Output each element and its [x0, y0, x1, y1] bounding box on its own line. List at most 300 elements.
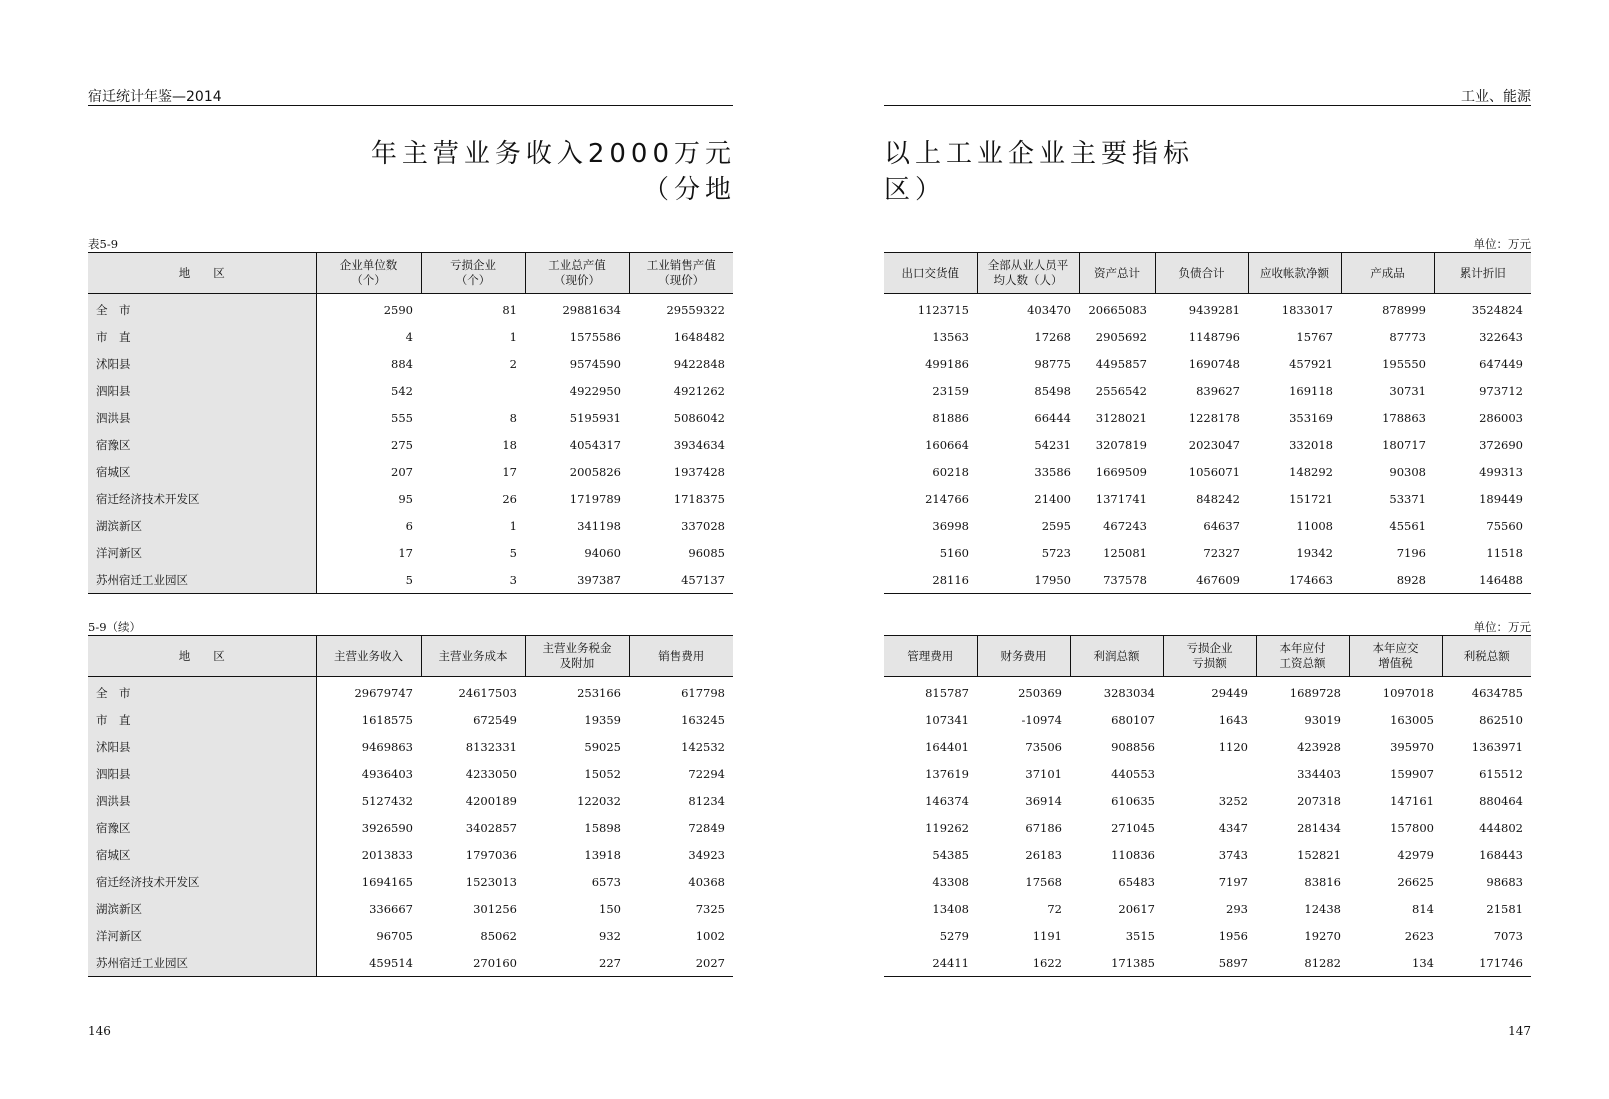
value-cell: 1937428 — [673, 464, 725, 479]
value-cell: 555 — [391, 410, 413, 425]
region-cell: 沭阳县 — [88, 350, 316, 377]
value-cell: 214766 — [925, 491, 969, 506]
value-cell: 332018 — [1289, 437, 1333, 452]
title-right-line1: 以上工业企业主要指标 — [884, 139, 1195, 169]
column-header: 利税总额 — [1442, 636, 1531, 677]
value-cell: 459514 — [316, 949, 421, 977]
region-cell: 湖滨新区 — [88, 512, 316, 539]
value-cell: 4936403 — [361, 766, 413, 781]
value-cell: 73506 — [1025, 739, 1062, 754]
value-cell: 4 — [405, 329, 413, 344]
column-header: 本年应交 增值税 — [1349, 636, 1442, 677]
value-cell: 85062 — [480, 928, 517, 943]
value-cell: 3128021 — [1095, 410, 1147, 425]
value-cell: 85498 — [1034, 383, 1071, 398]
value-cell: 1191 — [1032, 928, 1062, 943]
value-cell: 66444 — [1034, 410, 1071, 425]
value-cell: 2595 — [1041, 518, 1071, 533]
value-cell: 43308 — [932, 874, 969, 889]
value-cell: 467243 — [1103, 518, 1147, 533]
value-cell: 81886 — [932, 410, 969, 425]
value-cell: 30731 — [1389, 383, 1426, 398]
column-header: 地 区 — [88, 253, 316, 294]
value-cell: -10974 — [1021, 712, 1062, 727]
value-cell: 499186 — [925, 356, 969, 371]
value-cell: 4054317 — [569, 437, 621, 452]
value-cell: 72 — [1047, 901, 1062, 916]
value-cell: 5160 — [939, 545, 969, 560]
value-cell: 395970 — [1390, 739, 1434, 754]
value-cell: 499313 — [1479, 464, 1523, 479]
value-cell: 81234 — [688, 793, 725, 808]
value-cell: 4921262 — [673, 383, 725, 398]
table-row — [88, 566, 733, 594]
table-row — [884, 868, 1531, 895]
value-cell: 5 — [509, 545, 517, 560]
region-cell: 泗阳县 — [88, 377, 316, 404]
value-cell: 12438 — [1304, 901, 1341, 916]
value-cell: 1689728 — [1289, 685, 1341, 700]
value-cell: 1718375 — [673, 491, 725, 506]
value-cell: 1 — [509, 329, 517, 344]
value-cell: 880464 — [1479, 793, 1523, 808]
region-cell: 湖滨新区 — [88, 895, 316, 922]
value-cell: 647449 — [1479, 356, 1523, 371]
value-cell: 353169 — [1289, 410, 1333, 425]
value-cell: 7073 — [1493, 928, 1523, 943]
region-cell: 苏州宿迁工业园区 — [88, 566, 316, 594]
page-number-left: 146 — [88, 1024, 111, 1038]
table-row — [88, 323, 733, 350]
value-cell: 610635 — [1111, 793, 1155, 808]
value-cell: 7197 — [1218, 874, 1248, 889]
region-cell: 泗阳县 — [88, 760, 316, 787]
column-header: 出口交货值 — [884, 253, 977, 294]
value-cell: 125081 — [1103, 545, 1147, 560]
value-cell: 151721 — [1289, 491, 1333, 506]
value-cell: 19270 — [1304, 928, 1341, 943]
value-cell: 15052 — [584, 766, 621, 781]
region-cell: 洋河新区 — [88, 922, 316, 949]
value-cell: 932 — [599, 928, 621, 943]
value-cell: 271045 — [1111, 820, 1155, 835]
column-header: 财务费用 — [977, 636, 1070, 677]
table-row — [884, 323, 1531, 350]
column-header: 资产总计 — [1079, 253, 1155, 294]
value-cell: 171746 — [1442, 949, 1531, 977]
value-cell: 3207819 — [1095, 437, 1147, 452]
table-row — [88, 404, 733, 431]
value-cell: 1148796 — [1188, 329, 1240, 344]
page-number-right: 147 — [1508, 1024, 1531, 1038]
value-cell: 4200189 — [465, 793, 517, 808]
value-cell: 878999 — [1382, 302, 1426, 317]
value-cell: 862510 — [1479, 712, 1523, 727]
value-cell: 1648482 — [673, 329, 725, 344]
value-cell: 65483 — [1118, 874, 1155, 889]
value-cell: 5897 — [1163, 949, 1256, 977]
table-row — [884, 294, 1531, 324]
column-header: 主营业务成本 — [421, 636, 525, 677]
value-cell: 146374 — [925, 793, 969, 808]
value-cell: 4233050 — [465, 766, 517, 781]
value-cell: 122032 — [577, 793, 621, 808]
value-cell: 5195931 — [569, 410, 621, 425]
table-row — [884, 949, 1531, 977]
table-row — [88, 841, 733, 868]
value-cell: 403470 — [1027, 302, 1071, 317]
value-cell: 1575586 — [569, 329, 621, 344]
value-cell: 2 — [509, 356, 517, 371]
column-header: 应收帐款净额 — [1248, 253, 1341, 294]
value-cell: 64637 — [1203, 518, 1240, 533]
table-row — [884, 733, 1531, 760]
value-cell: 98683 — [1486, 874, 1523, 889]
value-cell: 672549 — [473, 712, 517, 727]
table-row — [88, 458, 733, 485]
region-cell: 苏州宿迁工业园区 — [88, 949, 316, 977]
value-cell: 96085 — [688, 545, 725, 560]
value-cell: 94060 — [584, 545, 621, 560]
value-cell: 164401 — [925, 739, 969, 754]
value-cell: 20665083 — [1088, 302, 1147, 317]
value-cell: 90308 — [1389, 464, 1426, 479]
value-cell: 15898 — [584, 820, 621, 835]
value-cell: 815787 — [925, 685, 969, 700]
value-cell: 207318 — [1297, 793, 1341, 808]
value-cell: 60218 — [932, 464, 969, 479]
value-cell: 1694165 — [361, 874, 413, 889]
value-cell: 1618575 — [361, 712, 413, 727]
value-cell: 4347 — [1218, 820, 1248, 835]
value-cell: 1 — [509, 518, 517, 533]
column-header: 地 区 — [88, 636, 316, 677]
value-cell: 227 — [525, 949, 629, 977]
value-cell: 7325 — [695, 901, 725, 916]
value-cell: 250369 — [1018, 685, 1062, 700]
value-cell: 1371741 — [1095, 491, 1147, 506]
column-header: 工业销售产值 （现价） — [629, 253, 733, 294]
value-cell: 3252 — [1218, 793, 1248, 808]
table-row — [88, 895, 733, 922]
value-cell: 42979 — [1397, 847, 1434, 862]
value-cell: 26 — [502, 491, 517, 506]
table-row — [884, 458, 1531, 485]
value-cell: 174663 — [1248, 566, 1341, 594]
title-right-line2: 区） — [884, 175, 947, 205]
value-cell: 20617 — [1118, 901, 1155, 916]
value-cell: 157800 — [1390, 820, 1434, 835]
value-cell: 150 — [599, 901, 621, 916]
value-cell: 178863 — [1382, 410, 1426, 425]
value-cell: 4634785 — [1471, 685, 1523, 700]
title-left-line1: 年主营业务收入2000万元 — [370, 139, 736, 169]
value-cell: 81 — [502, 302, 517, 317]
value-cell: 147161 — [1390, 793, 1434, 808]
value-cell: 3515 — [1125, 928, 1155, 943]
value-cell: 13408 — [932, 901, 969, 916]
value-cell: 160664 — [925, 437, 969, 452]
table-row — [884, 404, 1531, 431]
value-cell: 680107 — [1111, 712, 1155, 727]
value-cell: 17950 — [977, 566, 1079, 594]
value-cell: 19342 — [1296, 545, 1333, 560]
column-header: 亏损企业 （个） — [421, 253, 525, 294]
value-cell: 3743 — [1218, 847, 1248, 862]
value-cell: 93019 — [1304, 712, 1341, 727]
value-cell: 1690748 — [1188, 356, 1240, 371]
table-row — [88, 294, 733, 324]
table-row — [884, 760, 1531, 787]
column-header: 利润总额 — [1070, 636, 1163, 677]
table-row — [88, 677, 733, 707]
value-cell: 884 — [391, 356, 413, 371]
value-cell: 33586 — [1034, 464, 1071, 479]
value-cell: 87773 — [1389, 329, 1426, 344]
region-cell: 宿豫区 — [88, 431, 316, 458]
table-row — [88, 431, 733, 458]
value-cell: 26625 — [1397, 874, 1434, 889]
value-cell: 1719789 — [569, 491, 621, 506]
table-row — [884, 377, 1531, 404]
region-cell: 宿城区 — [88, 841, 316, 868]
value-cell: 67186 — [1025, 820, 1062, 835]
running-header-left: 宿迁统计年鉴—2014 — [88, 89, 222, 105]
table-row — [88, 733, 733, 760]
value-cell: 3934634 — [673, 437, 725, 452]
value-cell: 189449 — [1479, 491, 1523, 506]
value-cell: 322643 — [1479, 329, 1523, 344]
value-cell: 3402857 — [465, 820, 517, 835]
column-header: 累计折旧 — [1434, 253, 1531, 294]
value-cell: 4495857 — [1095, 356, 1147, 371]
value-cell: 1956 — [1218, 928, 1248, 943]
value-cell: 110836 — [1111, 847, 1155, 862]
value-cell: 19359 — [584, 712, 621, 727]
value-cell: 2027 — [629, 949, 733, 977]
region-cell: 宿迁经济技术开发区 — [88, 485, 316, 512]
column-header: 全部从业人员平 均人数（人） — [977, 253, 1079, 294]
value-cell: 444802 — [1479, 820, 1523, 835]
value-cell: 75560 — [1486, 518, 1523, 533]
table-row — [88, 512, 733, 539]
value-cell: 36914 — [1025, 793, 1062, 808]
value-cell: 2623 — [1404, 928, 1434, 943]
value-cell: 11008 — [1296, 518, 1333, 533]
value-cell: 1123715 — [917, 302, 969, 317]
value-cell: 15767 — [1296, 329, 1333, 344]
value-cell: 3283034 — [1103, 685, 1155, 700]
value-cell: 440553 — [1111, 766, 1155, 781]
value-cell: 1669509 — [1095, 464, 1147, 479]
value-cell: 72327 — [1203, 545, 1240, 560]
value-cell: 2590 — [383, 302, 413, 317]
column-header: 亏损企业 亏损额 — [1163, 636, 1256, 677]
value-cell: 11518 — [1486, 545, 1523, 560]
value-cell: 119262 — [925, 820, 969, 835]
value-cell: 617798 — [681, 685, 725, 700]
value-cell: 1097018 — [1382, 685, 1434, 700]
value-cell: 180717 — [1382, 437, 1426, 452]
table2-label: 5-9（续） — [88, 620, 142, 634]
table1-left — [88, 252, 733, 594]
value-cell: 5 — [316, 566, 421, 594]
value-cell: 29881634 — [562, 302, 621, 317]
value-cell: 1797036 — [465, 847, 517, 862]
value-cell: 397387 — [525, 566, 629, 594]
region-cell: 全 市 — [88, 677, 316, 707]
value-cell: 301256 — [473, 901, 517, 916]
value-cell: 4922950 — [569, 383, 621, 398]
table-row — [884, 706, 1531, 733]
value-cell: 29679747 — [354, 685, 413, 700]
value-cell: 26183 — [1025, 847, 1062, 862]
value-cell: 293 — [1226, 901, 1248, 916]
value-cell: 1523013 — [465, 874, 517, 889]
value-cell: 21400 — [1034, 491, 1071, 506]
value-cell: 341198 — [577, 518, 621, 533]
table-row — [884, 922, 1531, 949]
value-cell: 9574590 — [569, 356, 621, 371]
value-cell — [1163, 760, 1256, 787]
value-cell: 1833017 — [1281, 302, 1333, 317]
value-cell: 5086042 — [673, 410, 725, 425]
value-cell: 253166 — [577, 685, 621, 700]
value-cell: 467609 — [1155, 566, 1248, 594]
table-row — [88, 814, 733, 841]
value-cell: 168443 — [1479, 847, 1523, 862]
value-cell: 40368 — [688, 874, 725, 889]
value-cell: 973712 — [1479, 383, 1523, 398]
value-cell: 1228178 — [1188, 410, 1240, 425]
value-cell: 53371 — [1389, 491, 1426, 506]
table-row — [884, 431, 1531, 458]
value-cell: 615512 — [1479, 766, 1523, 781]
table-row — [884, 350, 1531, 377]
column-header: 本年应付 工资总额 — [1256, 636, 1349, 677]
region-cell: 宿迁经济技术开发区 — [88, 868, 316, 895]
value-cell: 146488 — [1434, 566, 1531, 594]
table-row — [88, 706, 733, 733]
value-cell: 1120 — [1218, 739, 1248, 754]
value-cell: 163245 — [681, 712, 725, 727]
value-cell: 839627 — [1196, 383, 1240, 398]
value-cell: 17 — [398, 545, 413, 560]
value-cell: 9439281 — [1188, 302, 1240, 317]
column-header: 主营业务税金 及附加 — [525, 636, 629, 677]
value-cell: 1056071 — [1188, 464, 1240, 479]
value-cell: 28116 — [884, 566, 977, 594]
title-left-line2: （分地 — [642, 175, 736, 205]
value-cell: 6573 — [591, 874, 621, 889]
column-header: 负债合计 — [1155, 253, 1248, 294]
table-row — [88, 949, 733, 977]
value-cell: 2905692 — [1095, 329, 1147, 344]
value-cell: 737578 — [1079, 566, 1155, 594]
value-cell: 8928 — [1341, 566, 1434, 594]
column-header: 管理费用 — [884, 636, 977, 677]
value-cell: 29449 — [1211, 685, 1248, 700]
value-cell: 134 — [1349, 949, 1442, 977]
table-row — [88, 350, 733, 377]
value-cell: 29559322 — [666, 302, 725, 317]
value-cell: 195550 — [1382, 356, 1426, 371]
region-cell: 宿豫区 — [88, 814, 316, 841]
value-cell: 24411 — [884, 949, 977, 977]
table-row — [88, 539, 733, 566]
table-row — [884, 677, 1531, 707]
table-row — [884, 512, 1531, 539]
value-cell: 9422848 — [673, 356, 725, 371]
value-cell: 152821 — [1297, 847, 1341, 862]
region-cell: 宿城区 — [88, 458, 316, 485]
value-cell: 137619 — [925, 766, 969, 781]
value-cell: 5723 — [1041, 545, 1071, 560]
table-row — [884, 895, 1531, 922]
table-row — [884, 841, 1531, 868]
value-cell: 275 — [391, 437, 413, 452]
value-cell: 814 — [1412, 901, 1434, 916]
table-row — [88, 377, 733, 404]
header-rule-right — [884, 105, 1531, 106]
header-rule-left — [88, 105, 733, 106]
value-cell: 21581 — [1486, 901, 1523, 916]
value-cell: 34923 — [688, 847, 725, 862]
value-cell: 286003 — [1479, 410, 1523, 425]
value-cell: 1363971 — [1471, 739, 1523, 754]
value-cell: 54385 — [932, 847, 969, 862]
region-cell: 洋河新区 — [88, 539, 316, 566]
value-cell: 163005 — [1390, 712, 1434, 727]
value-cell: 1002 — [695, 928, 725, 943]
value-cell: 171385 — [1070, 949, 1163, 977]
value-cell: 72294 — [688, 766, 725, 781]
table1-label: 表5-9 — [88, 237, 119, 251]
value-cell: 2013833 — [361, 847, 413, 862]
table-row — [884, 787, 1531, 814]
value-cell: 542 — [391, 383, 413, 398]
value-cell: 3524824 — [1471, 302, 1523, 317]
region-cell: 全 市 — [88, 294, 316, 324]
value-cell: 1643 — [1218, 712, 1248, 727]
table2-unit: 单位：万元 — [1473, 620, 1531, 634]
column-header: 主营业务收入 — [316, 636, 421, 677]
value-cell: 36998 — [932, 518, 969, 533]
value-cell: 169118 — [1289, 383, 1333, 398]
value-cell: 372690 — [1479, 437, 1523, 452]
table-row — [88, 922, 733, 949]
table-row — [884, 814, 1531, 841]
column-header: 产成品 — [1341, 253, 1434, 294]
value-cell: 5279 — [939, 928, 969, 943]
value-cell: 336667 — [369, 901, 413, 916]
value-cell: 457921 — [1289, 356, 1333, 371]
value-cell: 13918 — [584, 847, 621, 862]
value-cell: 8 — [509, 410, 517, 425]
value-cell: 159907 — [1390, 766, 1434, 781]
value-cell: 2556542 — [1095, 383, 1147, 398]
region-cell: 市 直 — [88, 706, 316, 733]
value-cell: 908856 — [1111, 739, 1155, 754]
value-cell: 54231 — [1034, 437, 1071, 452]
value-cell: 96705 — [376, 928, 413, 943]
value-cell: 7196 — [1396, 545, 1426, 560]
value-cell: 45561 — [1389, 518, 1426, 533]
column-header: 企业单位数 （个） — [316, 253, 421, 294]
value-cell: 337028 — [681, 518, 725, 533]
value-cell: 848242 — [1196, 491, 1240, 506]
value-cell: 72849 — [688, 820, 725, 835]
